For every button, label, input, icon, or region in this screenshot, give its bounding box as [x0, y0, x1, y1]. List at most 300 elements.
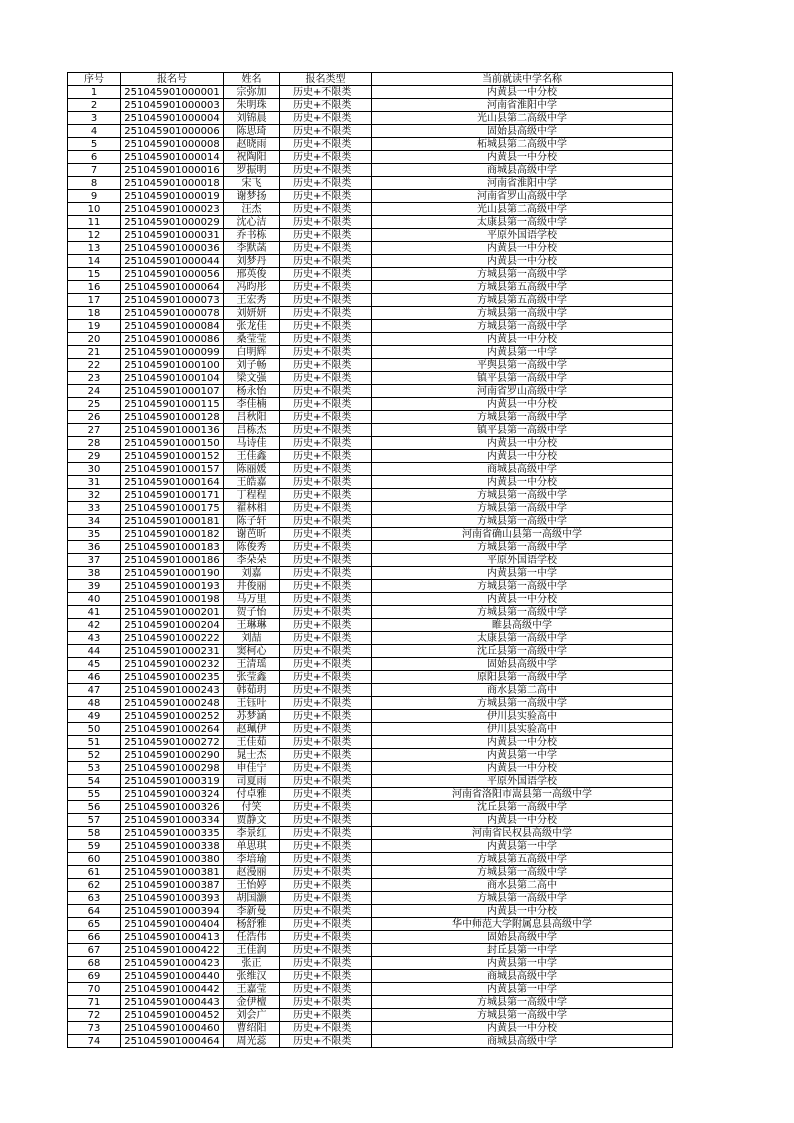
- cell-current-school: 方城县第一高级中学: [372, 268, 673, 281]
- table-row: [68, 619, 673, 632]
- cell-name: 曹绍阳: [224, 1022, 280, 1035]
- cell-name: 罗振明: [224, 164, 280, 177]
- cell-registration-type: 历史+不限类: [280, 827, 372, 840]
- cell-index: 58: [68, 827, 121, 840]
- cell-registration-type: 历史+不限类: [280, 489, 372, 502]
- table-row: [68, 164, 673, 177]
- cell-index: 12: [68, 229, 121, 242]
- cell-name: 杨永怡: [224, 385, 280, 398]
- cell-name: 张龙佳: [224, 320, 280, 333]
- cell-name: 李佳楠: [224, 398, 280, 411]
- cell-registration-type: 历史+不限类: [280, 385, 372, 398]
- cell-registration-type: 历史+不限类: [280, 424, 372, 437]
- cell-index: 29: [68, 450, 121, 463]
- cell-registration-type: 历史+不限类: [280, 606, 372, 619]
- cell-current-school: 固始县高级中学: [372, 931, 673, 944]
- table-row: [68, 359, 673, 372]
- cell-name: 桑莹莹: [224, 333, 280, 346]
- cell-registration-type: 历史+不限类: [280, 99, 372, 112]
- cell-registration-number: 251045901000152: [121, 450, 224, 463]
- cell-index: 31: [68, 476, 121, 489]
- cell-registration-type: 历史+不限类: [280, 398, 372, 411]
- cell-current-school: 方城县第五高级中学: [372, 853, 673, 866]
- cell-name: 吕秋阳: [224, 411, 280, 424]
- cell-registration-number: 251045901000231: [121, 645, 224, 658]
- cell-name: 苏梦涵: [224, 710, 280, 723]
- cell-name: 张莹鑫: [224, 671, 280, 684]
- cell-current-school: 内黄县第一中学: [372, 749, 673, 762]
- cell-current-school: 方城县第一高级中学: [372, 515, 673, 528]
- cell-name: 赵珮伊: [224, 723, 280, 736]
- cell-name: 朱明珠: [224, 99, 280, 112]
- cell-name: 冯昀彤: [224, 281, 280, 294]
- cell-registration-type: 历史+不限类: [280, 853, 372, 866]
- cell-name: 刘嘉: [224, 567, 280, 580]
- cell-registration-type: 历史+不限类: [280, 203, 372, 216]
- cell-name: 刘锦晨: [224, 112, 280, 125]
- cell-registration-number: 251045901000464: [121, 1035, 224, 1048]
- cell-registration-number: 251045901000029: [121, 216, 224, 229]
- cell-registration-number: 251045901000193: [121, 580, 224, 593]
- cell-name: 晁士杰: [224, 749, 280, 762]
- cell-registration-type: 历史+不限类: [280, 437, 372, 450]
- cell-registration-type: 历史+不限类: [280, 216, 372, 229]
- cell-index: 59: [68, 840, 121, 853]
- cell-registration-number: 251045901000018: [121, 177, 224, 190]
- cell-registration-number: 251045901000171: [121, 489, 224, 502]
- header-registration-number: 报名号: [121, 73, 224, 86]
- cell-registration-type: 历史+不限类: [280, 970, 372, 983]
- cell-registration-type: 历史+不限类: [280, 554, 372, 567]
- cell-registration-type: 历史+不限类: [280, 138, 372, 151]
- header-registration-type: 报名类型: [280, 73, 372, 86]
- cell-index: 64: [68, 905, 121, 918]
- cell-name: 马万里: [224, 593, 280, 606]
- table-row: [68, 853, 673, 866]
- table-row: [68, 1022, 673, 1035]
- header-row: [68, 73, 673, 86]
- cell-registration-type: 历史+不限类: [280, 918, 372, 931]
- cell-registration-number: 251045901000460: [121, 1022, 224, 1035]
- table-row: [68, 814, 673, 827]
- cell-name: 刘妍妍: [224, 307, 280, 320]
- table-row: [68, 1009, 673, 1022]
- cell-current-school: 内黄县第一中学: [372, 957, 673, 970]
- cell-registration-number: 251045901000019: [121, 190, 224, 203]
- cell-registration-type: 历史+不限类: [280, 944, 372, 957]
- cell-current-school: 沈丘县第一高级中学: [372, 801, 673, 814]
- cell-index: 56: [68, 801, 121, 814]
- table-row: [68, 424, 673, 437]
- cell-registration-number: 251045901000182: [121, 528, 224, 541]
- cell-name: 沈心洁: [224, 216, 280, 229]
- table-row: [68, 502, 673, 515]
- cell-registration-type: 历史+不限类: [280, 190, 372, 203]
- cell-current-school: 原阳县第一高级中学: [372, 671, 673, 684]
- cell-current-school: 内黄县一中分校: [372, 255, 673, 268]
- table-row: [68, 801, 673, 814]
- cell-index: 66: [68, 931, 121, 944]
- cell-current-school: 睢县高级中学: [372, 619, 673, 632]
- cell-name: 李景红: [224, 827, 280, 840]
- cell-name: 王宏秀: [224, 294, 280, 307]
- cell-index: 7: [68, 164, 121, 177]
- cell-registration-type: 历史+不限类: [280, 359, 372, 372]
- table-row: [68, 437, 673, 450]
- cell-registration-type: 历史+不限类: [280, 684, 372, 697]
- cell-index: 15: [68, 268, 121, 281]
- cell-registration-number: 251045901000078: [121, 307, 224, 320]
- cell-name: 杨舒雅: [224, 918, 280, 931]
- cell-current-school: 河南省洛阳市嵩县第一高级中学: [372, 788, 673, 801]
- table-row: [68, 268, 673, 281]
- cell-index: 20: [68, 333, 121, 346]
- cell-name: 李培瑜: [224, 853, 280, 866]
- cell-current-school: 商城县高级中学: [372, 164, 673, 177]
- cell-registration-number: 251045901000150: [121, 437, 224, 450]
- cell-registration-type: 历史+不限类: [280, 801, 372, 814]
- cell-name: 王怡婷: [224, 879, 280, 892]
- cell-current-school: 伊川县实验高中: [372, 710, 673, 723]
- cell-registration-number: 251045901000006: [121, 125, 224, 138]
- cell-registration-number: 251045901000338: [121, 840, 224, 853]
- cell-registration-type: 历史+不限类: [280, 658, 372, 671]
- table-row: [68, 515, 673, 528]
- cell-name: 王佳茹: [224, 736, 280, 749]
- cell-name: 付笑: [224, 801, 280, 814]
- cell-index: 40: [68, 593, 121, 606]
- cell-registration-number: 251045901000326: [121, 801, 224, 814]
- cell-name: 刘梦丹: [224, 255, 280, 268]
- table-row: [68, 398, 673, 411]
- cell-current-school: 方城县第一高级中学: [372, 1009, 673, 1022]
- cell-registration-number: 251045901000183: [121, 541, 224, 554]
- cell-current-school: 方城县第一高级中学: [372, 996, 673, 1009]
- cell-name: 陈俊秀: [224, 541, 280, 554]
- table-row: [68, 996, 673, 1009]
- table-row: [68, 567, 673, 580]
- cell-registration-number: 251045901000186: [121, 554, 224, 567]
- cell-current-school: 内黄县一中分校: [372, 814, 673, 827]
- table-row: [68, 99, 673, 112]
- cell-current-school: 内黄县第一中学: [372, 346, 673, 359]
- cell-name: 李默菡: [224, 242, 280, 255]
- cell-current-school: 固始县高级中学: [372, 658, 673, 671]
- cell-name: 丁程程: [224, 489, 280, 502]
- cell-name: 贺子怡: [224, 606, 280, 619]
- cell-registration-type: 历史+不限类: [280, 151, 372, 164]
- cell-registration-type: 历史+不限类: [280, 788, 372, 801]
- table-row: [68, 736, 673, 749]
- cell-index: 46: [68, 671, 121, 684]
- table-row: [68, 658, 673, 671]
- cell-registration-type: 历史+不限类: [280, 723, 372, 736]
- cell-registration-number: 251045901000452: [121, 1009, 224, 1022]
- cell-registration-type: 历史+不限类: [280, 671, 372, 684]
- student-roster-table: [67, 72, 673, 1048]
- table-row: [68, 788, 673, 801]
- cell-current-school: 方城县第一高级中学: [372, 307, 673, 320]
- cell-index: 1: [68, 86, 121, 99]
- cell-index: 27: [68, 424, 121, 437]
- cell-current-school: 光山县第二高级中学: [372, 112, 673, 125]
- cell-current-school: 河南省罗山高级中学: [372, 190, 673, 203]
- cell-current-school: 内黄县一中分校: [372, 398, 673, 411]
- cell-registration-number: 251045901000001: [121, 86, 224, 99]
- cell-index: 3: [68, 112, 121, 125]
- cell-index: 23: [68, 372, 121, 385]
- cell-registration-type: 历史+不限类: [280, 242, 372, 255]
- cell-registration-number: 251045901000008: [121, 138, 224, 151]
- cell-registration-type: 历史+不限类: [280, 957, 372, 970]
- cell-registration-type: 历史+不限类: [280, 320, 372, 333]
- cell-registration-type: 历史+不限类: [280, 1022, 372, 1035]
- table-row: [68, 606, 673, 619]
- table-row: [68, 255, 673, 268]
- cell-current-school: 商水县第二高中: [372, 684, 673, 697]
- table-row: [68, 723, 673, 736]
- cell-registration-type: 历史+不限类: [280, 164, 372, 177]
- cell-registration-type: 历史+不限类: [280, 112, 372, 125]
- table-row: [68, 463, 673, 476]
- cell-registration-number: 251045901000190: [121, 567, 224, 580]
- cell-name: 刘喆: [224, 632, 280, 645]
- cell-current-school: 内黄县一中分校: [372, 593, 673, 606]
- cell-registration-type: 历史+不限类: [280, 996, 372, 1009]
- cell-current-school: 太康县第一高级中学: [372, 632, 673, 645]
- cell-index: 21: [68, 346, 121, 359]
- cell-registration-number: 251045901000003: [121, 99, 224, 112]
- table-row: [68, 970, 673, 983]
- cell-registration-type: 历史+不限类: [280, 268, 372, 281]
- cell-index: 8: [68, 177, 121, 190]
- cell-index: 2: [68, 99, 121, 112]
- cell-registration-type: 历史+不限类: [280, 762, 372, 775]
- cell-current-school: 固始县高级中学: [372, 125, 673, 138]
- cell-registration-type: 历史+不限类: [280, 632, 372, 645]
- cell-name: 邢英俊: [224, 268, 280, 281]
- table-row: [68, 645, 673, 658]
- cell-index: 70: [68, 983, 121, 996]
- cell-registration-number: 251045901000387: [121, 879, 224, 892]
- cell-index: 32: [68, 489, 121, 502]
- cell-index: 25: [68, 398, 121, 411]
- cell-name: 王琳琳: [224, 619, 280, 632]
- cell-current-school: 内黄县一中分校: [372, 86, 673, 99]
- cell-current-school: 内黄县一中分校: [372, 1022, 673, 1035]
- cell-registration-type: 历史+不限类: [280, 840, 372, 853]
- cell-index: 24: [68, 385, 121, 398]
- cell-current-school: 方城县第五高级中学: [372, 281, 673, 294]
- cell-current-school: 内黄县一中分校: [372, 333, 673, 346]
- table-row: [68, 684, 673, 697]
- cell-registration-number: 251045901000198: [121, 593, 224, 606]
- cell-index: 63: [68, 892, 121, 905]
- table-row: [68, 411, 673, 424]
- cell-registration-number: 251045901000443: [121, 996, 224, 1009]
- cell-registration-number: 251045901000404: [121, 918, 224, 931]
- cell-current-school: 太康县第一高级中学: [372, 216, 673, 229]
- table-row: [68, 489, 673, 502]
- cell-registration-number: 251045901000393: [121, 892, 224, 905]
- cell-registration-type: 历史+不限类: [280, 749, 372, 762]
- cell-current-school: 内黄县第一中学: [372, 567, 673, 580]
- cell-index: 71: [68, 996, 121, 1009]
- table-row: [68, 879, 673, 892]
- cell-registration-type: 历史+不限类: [280, 307, 372, 320]
- cell-name: 谢芭昕: [224, 528, 280, 541]
- cell-name: 付卓雅: [224, 788, 280, 801]
- table-row: [68, 931, 673, 944]
- cell-current-school: 方城县第一高级中学: [372, 866, 673, 879]
- cell-current-school: 封丘县第一中学: [372, 944, 673, 957]
- cell-index: 43: [68, 632, 121, 645]
- cell-registration-number: 251045901000264: [121, 723, 224, 736]
- cell-index: 52: [68, 749, 121, 762]
- table-row: [68, 294, 673, 307]
- cell-registration-number: 251045901000099: [121, 346, 224, 359]
- table-row: [68, 554, 673, 567]
- cell-registration-type: 历史+不限类: [280, 528, 372, 541]
- cell-registration-type: 历史+不限类: [280, 892, 372, 905]
- cell-registration-number: 251045901000248: [121, 697, 224, 710]
- cell-current-school: 沈丘县第一高级中学: [372, 645, 673, 658]
- cell-registration-number: 251045901000298: [121, 762, 224, 775]
- cell-registration-number: 251045901000014: [121, 151, 224, 164]
- cell-index: 65: [68, 918, 121, 931]
- table-row: [68, 840, 673, 853]
- cell-current-school: 内黄县一中分校: [372, 736, 673, 749]
- cell-registration-type: 历史+不限类: [280, 476, 372, 489]
- cell-registration-number: 251045901000243: [121, 684, 224, 697]
- cell-registration-type: 历史+不限类: [280, 86, 372, 99]
- cell-current-school: 河南省确山县第一高级中学: [372, 528, 673, 541]
- cell-current-school: 柘城县第二高级中学: [372, 138, 673, 151]
- cell-index: 18: [68, 307, 121, 320]
- table-row: [68, 541, 673, 554]
- cell-index: 49: [68, 710, 121, 723]
- cell-registration-type: 历史+不限类: [280, 411, 372, 424]
- table-row: [68, 229, 673, 242]
- table-row: [68, 112, 673, 125]
- cell-index: 13: [68, 242, 121, 255]
- cell-index: 44: [68, 645, 121, 658]
- cell-registration-number: 251045901000232: [121, 658, 224, 671]
- cell-current-school: 平舆县第一高级中学: [372, 359, 673, 372]
- cell-registration-number: 251045901000272: [121, 736, 224, 749]
- table-row: [68, 372, 673, 385]
- cell-index: 37: [68, 554, 121, 567]
- cell-current-school: 内黄县一中分校: [372, 476, 673, 489]
- table-row: [68, 203, 673, 216]
- cell-current-school: 河南省淮阳中学: [372, 99, 673, 112]
- cell-registration-type: 历史+不限类: [280, 697, 372, 710]
- cell-current-school: 方城县第一高级中学: [372, 320, 673, 333]
- cell-name: 梁文强: [224, 372, 280, 385]
- cell-index: 14: [68, 255, 121, 268]
- cell-registration-type: 历史+不限类: [280, 346, 372, 359]
- cell-name: 李新曼: [224, 905, 280, 918]
- cell-index: 50: [68, 723, 121, 736]
- cell-registration-number: 251045901000175: [121, 502, 224, 515]
- cell-registration-type: 历史+不限类: [280, 255, 372, 268]
- header-current-school: 当前就读中学名称: [372, 73, 673, 86]
- cell-registration-number: 251045901000423: [121, 957, 224, 970]
- cell-name: 吕栋杰: [224, 424, 280, 437]
- cell-registration-number: 251045901000056: [121, 268, 224, 281]
- table-row: [68, 827, 673, 840]
- cell-registration-type: 历史+不限类: [280, 294, 372, 307]
- cell-name: 金伊檀: [224, 996, 280, 1009]
- cell-current-school: 方城县第一高级中学: [372, 580, 673, 593]
- cell-name: 乔书栋: [224, 229, 280, 242]
- cell-registration-number: 251045901000380: [121, 853, 224, 866]
- cell-current-school: 内黄县一中分校: [372, 242, 673, 255]
- cell-index: 47: [68, 684, 121, 697]
- table-row: [68, 632, 673, 645]
- cell-current-school: 内黄县第一中学: [372, 983, 673, 996]
- table-row: [68, 125, 673, 138]
- cell-registration-type: 历史+不限类: [280, 515, 372, 528]
- cell-index: 34: [68, 515, 121, 528]
- cell-index: 35: [68, 528, 121, 541]
- table-row: [68, 385, 673, 398]
- cell-name: 王清瑶: [224, 658, 280, 671]
- cell-registration-number: 251045901000086: [121, 333, 224, 346]
- cell-current-school: 商城县高级中学: [372, 970, 673, 983]
- cell-registration-number: 251045901000136: [121, 424, 224, 437]
- table-row: [68, 281, 673, 294]
- cell-current-school: 平原外国语学校: [372, 229, 673, 242]
- cell-index: 67: [68, 944, 121, 957]
- table-body: [68, 86, 673, 1048]
- cell-current-school: 华中师范大学附属息县高级中学: [372, 918, 673, 931]
- cell-index: 16: [68, 281, 121, 294]
- cell-index: 30: [68, 463, 121, 476]
- table-row: [68, 892, 673, 905]
- cell-name: 张维汉: [224, 970, 280, 983]
- cell-registration-type: 历史+不限类: [280, 905, 372, 918]
- cell-index: 19: [68, 320, 121, 333]
- cell-index: 62: [68, 879, 121, 892]
- cell-current-school: 方城县第五高级中学: [372, 294, 673, 307]
- cell-registration-number: 251045901000381: [121, 866, 224, 879]
- cell-registration-number: 251045901000128: [121, 411, 224, 424]
- cell-current-school: 镇平县第一高级中学: [372, 372, 673, 385]
- table-row: [68, 86, 673, 99]
- table-row: [68, 190, 673, 203]
- cell-registration-type: 历史+不限类: [280, 541, 372, 554]
- header-index: 序号: [68, 73, 121, 86]
- cell-registration-number: 251045901000104: [121, 372, 224, 385]
- cell-index: 22: [68, 359, 121, 372]
- cell-index: 38: [68, 567, 121, 580]
- cell-name: 申佳宁: [224, 762, 280, 775]
- cell-registration-number: 251045901000204: [121, 619, 224, 632]
- cell-name: 祝陶阳: [224, 151, 280, 164]
- cell-registration-number: 251045901000252: [121, 710, 224, 723]
- cell-name: 宗弥加: [224, 86, 280, 99]
- cell-registration-type: 历史+不限类: [280, 580, 372, 593]
- table-header: [68, 73, 673, 86]
- cell-current-school: 方城县第一高级中学: [372, 606, 673, 619]
- cell-current-school: 内黄县第一中学: [372, 840, 673, 853]
- table-row: [68, 710, 673, 723]
- cell-index: 51: [68, 736, 121, 749]
- table-row: [68, 671, 673, 684]
- cell-registration-type: 历史+不限类: [280, 229, 372, 242]
- cell-registration-type: 历史+不限类: [280, 1035, 372, 1048]
